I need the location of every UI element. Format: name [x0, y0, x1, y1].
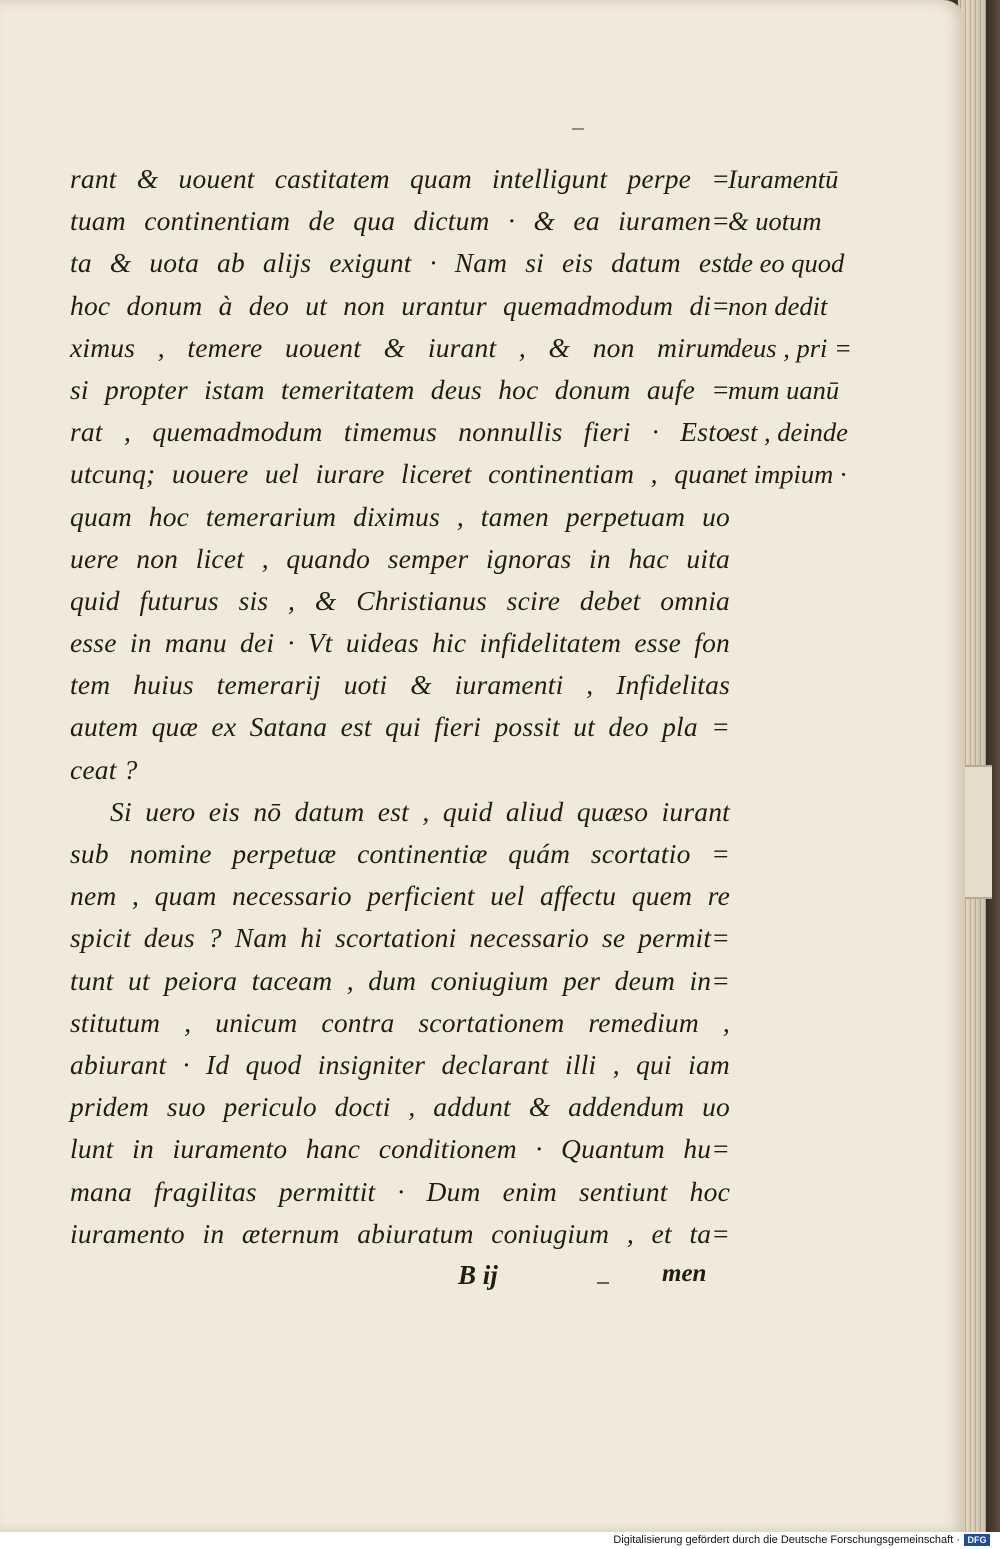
text-line: lunt in iuramento hanc conditionem · Quantum hu=	[70, 1133, 730, 1165]
margin-note-line: & uotum	[728, 206, 822, 237]
margin-note-line: Iuramentū	[728, 164, 839, 194]
text-line: autem quæ ex Satana est qui fieri possit ut deo pla =	[70, 711, 730, 743]
text-line: ta & uota ab alijs exigunt · Nam si eis datum est	[70, 247, 730, 279]
text-line: tem huius temerarij uoti & iuramenti , Infidelitas	[70, 669, 730, 701]
text-line: uere non licet , quando semper ignoras in hac uita	[70, 542, 730, 574]
text-line: nem , quam necessario perficient uel affectu quem re	[70, 880, 730, 912]
paragraph-start-line: Si uero eis nō datum est , quid aliud quæso iurant	[110, 795, 730, 827]
ink-mark	[597, 1282, 609, 1284]
margin-note-line: de eo quod	[728, 248, 845, 279]
text-line: quid futurus sis , & Christianus scire debet omnia	[70, 584, 730, 616]
body-text	[70, 158, 730, 1255]
margin-note-line: est , deinde	[728, 417, 848, 448]
text-line: sub nomine perpetuæ continentiæ quám scortatio =	[70, 838, 730, 869]
margin-note	[728, 158, 878, 496]
ink-mark	[572, 128, 584, 130]
text-line: spicit deus ? Nam hi scortationi necessario se permit=	[70, 922, 730, 954]
text-line: ximus , temere uouent & iurant , & non mirum	[70, 331, 730, 363]
margin-note-line: et impium ·	[728, 459, 847, 490]
text-line: stitutum , unicum contra scortationem remedium ,	[70, 1006, 730, 1038]
text-line: rat , quemadmodum timemus nonnullis fieri · Esto	[70, 416, 730, 448]
text-line: si propter istam temeritatem deus hoc donum aufe =	[70, 373, 730, 405]
catchword: men	[662, 1260, 707, 1287]
text-line: tunt ut peiora taceam , dum coniugium per deum in=	[70, 964, 730, 996]
margin-note-line: mum uanū	[728, 374, 840, 405]
footer-credit: Digitalisierung gefördert durch die Deutsche Forschungsgemeinschaft ·	[613, 1534, 960, 1546]
signature-mark: B ij	[458, 1260, 498, 1290]
text-line: pridem suo periculo docti , addunt & addendum uo	[70, 1091, 730, 1123]
dfg-logo: DFG	[964, 1534, 990, 1546]
margin-note-line: non dedit	[728, 290, 828, 321]
text-line: abiurant · Id quod insigniter declarant illi , qui iam	[70, 1048, 730, 1080]
text-line: ceat ?	[70, 753, 138, 785]
text-line: quam hoc temerarium diximus , tamen perpetuam uo	[70, 500, 730, 532]
text-line: utcunq; uouere uel iurare liceret continentiam , quan	[70, 458, 730, 490]
text-line: esse in manu dei · Vt uideas hic infidelitatem esse fon	[70, 627, 730, 659]
text-line: rant & uouent castitatem quam intelligunt perpe =	[70, 163, 730, 194]
text-line: iuramento in æternum abiuratum coniugium , et ta=	[70, 1217, 730, 1249]
text-line: mana fragilitas permittit · Dum enim sentiunt hoc	[70, 1175, 730, 1207]
margin-note-line: deus , pri =	[728, 332, 852, 363]
text-line: tuam continentiam de qua dictum · & ea iuramen=	[70, 205, 730, 237]
text-line: hoc donum à deo ut non urantur quemadmodum di=	[70, 289, 730, 321]
